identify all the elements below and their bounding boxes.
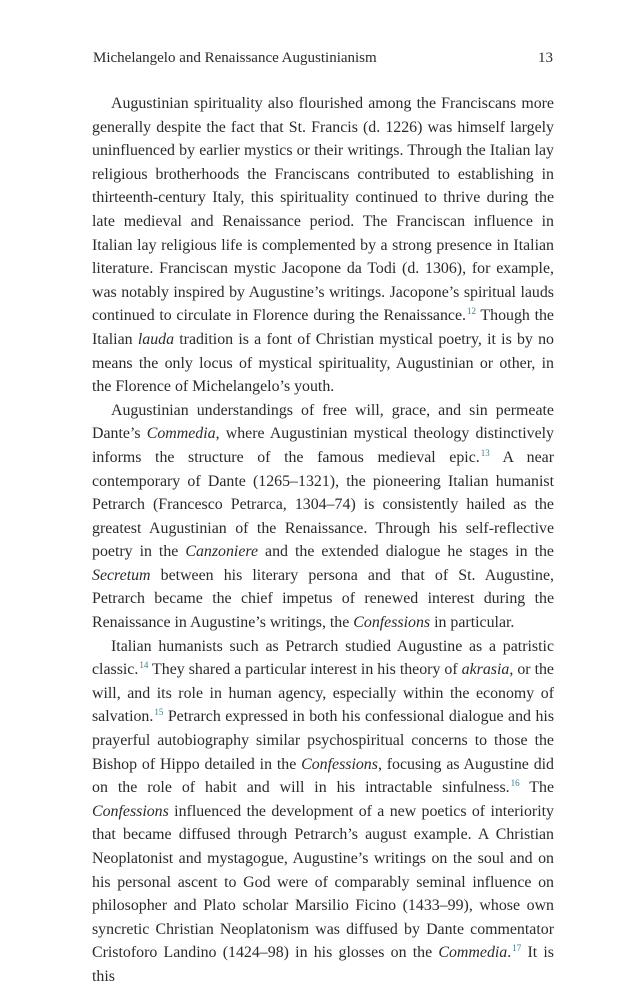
running-title: Michelangelo and Renaissance Augustinianism (93, 50, 377, 66)
text-run: They shared a particular interest in his theory of (148, 661, 462, 679)
text-run: in particular. (430, 614, 515, 632)
text-run: Though the Italian (92, 307, 554, 348)
footnote-ref-17[interactable]: 17 (512, 943, 522, 954)
paragraph-3 (92, 635, 554, 989)
text-run: A near contemporary of Dante (1265–1321), the pioneering Italian humanist Petrarch (Francesco Petrarca, 1304–74) is consistently hailed as the greatest Augustinian of the Renaissance. Through his self-reflective poetry in the (92, 448, 554, 561)
page-number: 13 (538, 50, 553, 66)
paragraph-2 (92, 399, 554, 635)
italic-title: Confessions (301, 755, 378, 773)
italic-term: akrasia (461, 661, 510, 679)
italic-title: Secretum (92, 566, 151, 584)
text-run: Italian humanists such as Petrarch studied Augustine as a patristic classic. (92, 637, 554, 679)
italic-title: Canzoniere (185, 543, 259, 561)
text-run: The (519, 779, 555, 797)
text-run: It is this (92, 944, 554, 985)
text-run: , where Augustinian mystical theology distinctively informs the structure of the famous medieval epic. (92, 425, 555, 466)
text-run: Augustinian spirituality also flourished among the Franciscans more generally despite the fact that St. Francis (d. 1226) was himself largely uninfluenced by earlier mystics or their writings. Through the Italian lay religious brotherhoods the Franciscans contributed to establishing in thirteenth-century Italy, this spirituality continued to thrive during the late medieval and Renaissance period. The Franciscan influence in Italian lay religious life is complemented by a strong presence in Italian literature. Franciscan mystic Jacopone da Todi (d. 1306), for example, was notably inspired by Augustine’s writings. Jacopone’s spiritual lauds continued to circulate in Florence during the Renaissance. (92, 95, 554, 325)
footnote-ref-16[interactable]: 16 (510, 778, 520, 789)
text-run: influenced the development of a new poetics of interiority that became diffused through Petrarch’s august example. A Christian Neoplatonist and mystagogue, Augustine’s writings on the soul and on his personal ascent to God were of comparably seminal influence on philosopher and Plato scholar Marsilio Ficino (1433–99), whose own syncretic Christian Neoplatonism was diffused by Dante commentator Cristoforo Landino (1424–98) in his glosses on the (92, 802, 554, 962)
italic-term: lauda (137, 330, 175, 348)
footnote-ref-14[interactable]: 14 (139, 660, 149, 671)
text-run: Petrarch expressed in both his confessional dialogue and his prayerful autobiography similar psychospiritual concerns to those the Bishop of Hippo detailed in the (92, 708, 554, 773)
text-run: between his literary persona and that of St. Augustine, Petrarch became the chief impetus of renewed interest during the Renaissance in Augustine’s writings, the (92, 566, 554, 632)
italic-title: Commedia (438, 944, 508, 962)
text-run: and the extended dialogue he stages in the (258, 543, 554, 561)
text-run: tradition is a font of Christian mystical poetry, it is by no means the only locus of mystical spirituality, Augustinian or other, in the Florence of Michelangelo’s youth. (92, 330, 554, 396)
text-run: Augustinian understandings of free will, grace, and sin permeate Dante’s (92, 401, 554, 443)
italic-title: Confessions (353, 614, 431, 632)
text-run: , or the will, and its role in human agency, especially within the economy of salvation. (92, 661, 554, 726)
footnote-ref-15[interactable]: 15 (154, 707, 164, 718)
italic-title: Commedia (146, 425, 216, 443)
italic-title: Confessions (92, 802, 169, 820)
paragraph-1 (92, 92, 554, 399)
body-text (92, 92, 554, 989)
footnote-ref-13[interactable]: 13 (480, 447, 490, 458)
text-run: . (507, 944, 512, 962)
text-run: , focusing as Augustine did on the role of habit and will in his intractable sinfulness. (92, 755, 555, 797)
footnote-ref-12[interactable]: 12 (467, 306, 477, 317)
